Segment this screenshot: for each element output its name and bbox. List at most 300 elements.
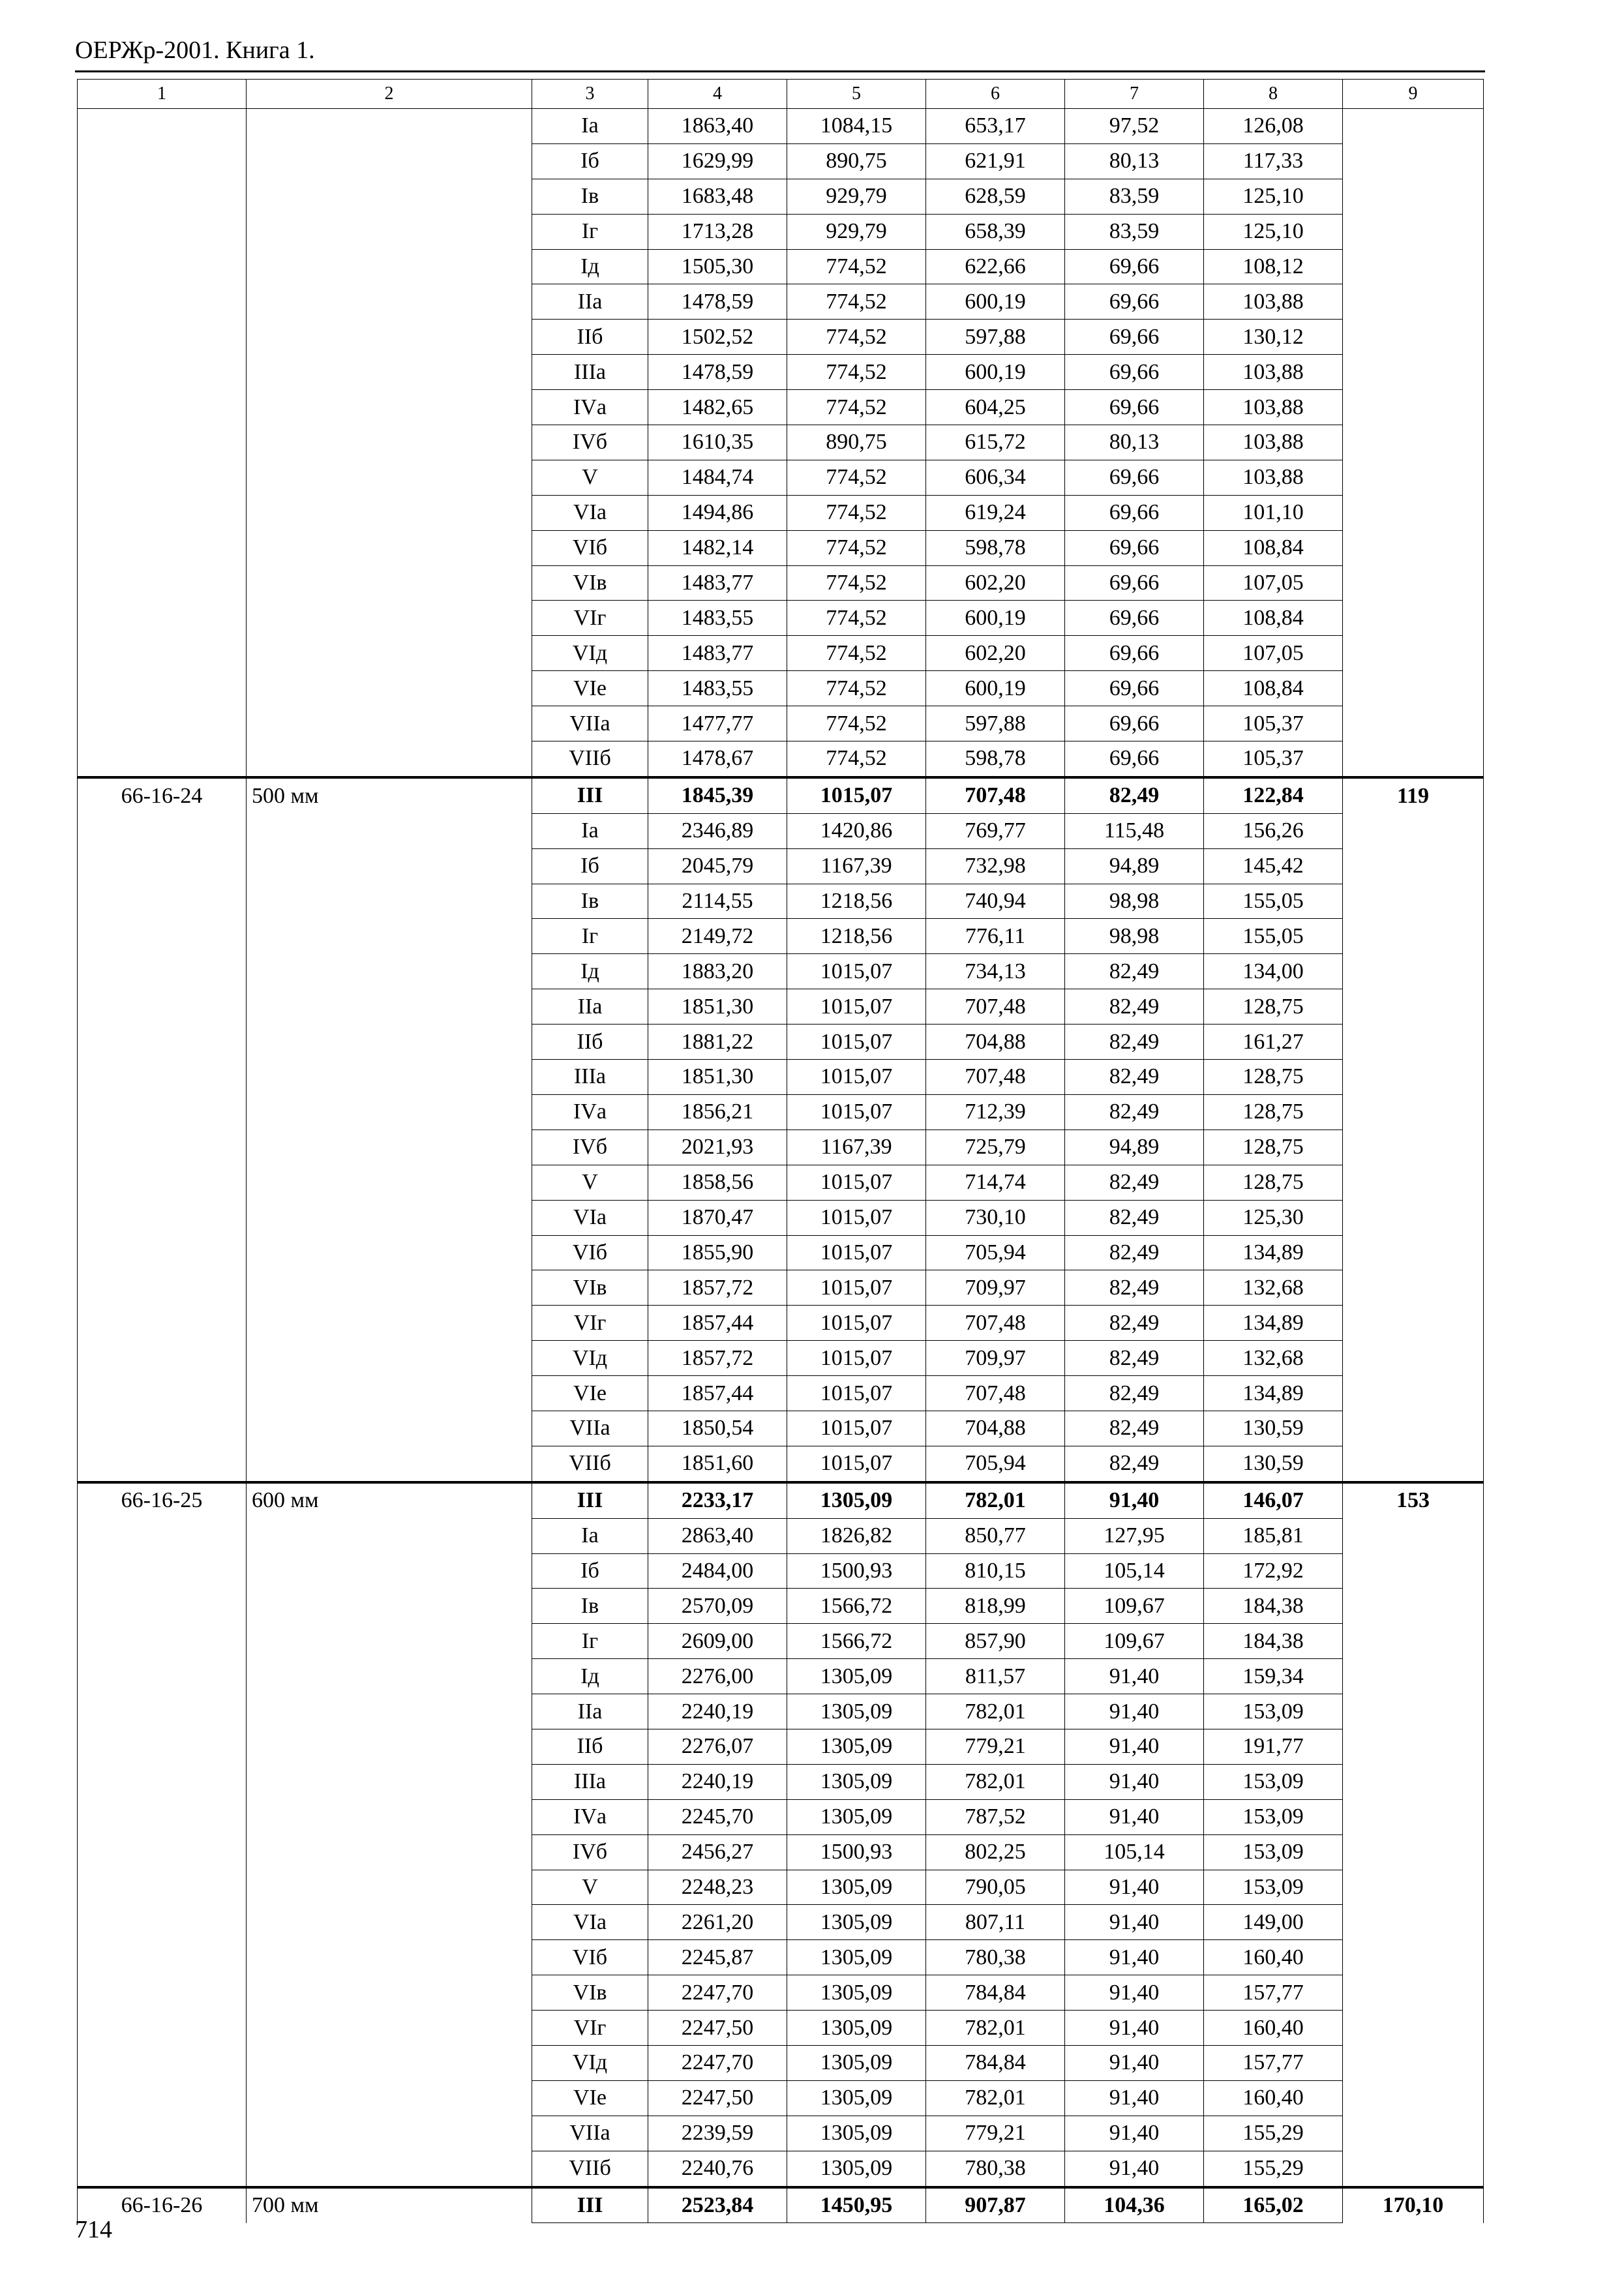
machines-cell: 615,72 (926, 425, 1065, 460)
wages-cell: 1305,09 (787, 2011, 926, 2046)
wages-cell: 1305,09 (787, 2045, 926, 2080)
variant-cell: VIIа (532, 2116, 648, 2151)
total-cost-cell: 1851,60 (648, 1446, 787, 1482)
column-number: 3 (532, 80, 648, 109)
variant-cell: VIб (532, 1235, 648, 1270)
variant-cell: IVа (532, 1799, 648, 1834)
variant-cell: IIб (532, 320, 648, 355)
materials-cell: 145,42 (1204, 848, 1343, 884)
total-cost-cell: 2276,00 (648, 1659, 787, 1694)
labor-cell (1343, 1729, 1484, 1764)
machines-cell: 602,20 (926, 636, 1065, 671)
wages-cell: 774,52 (787, 355, 926, 390)
variant-cell: V (532, 1165, 648, 1200)
materials-cell: 146,07 (1204, 1482, 1343, 1518)
labor-cell (1343, 2151, 1484, 2187)
code-cell (78, 1729, 247, 1764)
code-cell (78, 1235, 247, 1270)
total-cost-cell: 2021,93 (648, 1130, 787, 1165)
variant-cell: VIб (532, 530, 648, 565)
machines-cell: 714,74 (926, 1165, 1065, 1200)
code-cell (78, 320, 247, 355)
labor-cell (1343, 1624, 1484, 1659)
labor-cell (1343, 706, 1484, 741)
wages-cell: 774,52 (787, 390, 926, 425)
table-row (78, 2045, 1484, 2080)
wages-cell: 1167,39 (787, 1130, 926, 1165)
machines-cell: 707,48 (926, 1376, 1065, 1411)
total-cost-cell: 1857,72 (648, 1270, 787, 1306)
machinist-wages-cell: 69,66 (1065, 530, 1204, 565)
materials-cell: 108,84 (1204, 601, 1343, 636)
code-cell: 66-16-26 (78, 2187, 247, 2223)
variant-cell: Iв (532, 884, 648, 919)
table-row (78, 884, 1484, 919)
materials-cell: 160,40 (1204, 2080, 1343, 2116)
materials-cell: 107,05 (1204, 636, 1343, 671)
materials-cell: 153,09 (1204, 1799, 1343, 1834)
name-cell (247, 565, 532, 601)
table-row (78, 1130, 1484, 1165)
labor-cell (1343, 636, 1484, 671)
table-row-item (78, 777, 1484, 813)
table-row (78, 320, 1484, 355)
materials-cell: 191,77 (1204, 1729, 1343, 1764)
materials-cell: 184,38 (1204, 1589, 1343, 1624)
total-cost-cell: 2247,70 (648, 2045, 787, 2080)
table-row (78, 2151, 1484, 2187)
labor-cell (1343, 425, 1484, 460)
table-row (78, 1094, 1484, 1130)
materials-cell: 103,88 (1204, 460, 1343, 495)
labor-cell (1343, 1025, 1484, 1060)
table-row (78, 989, 1484, 1025)
code-cell (78, 1094, 247, 1130)
machinist-wages-cell: 69,66 (1065, 741, 1204, 777)
name-cell (247, 1624, 532, 1659)
machines-cell: 600,19 (926, 355, 1065, 390)
code-cell (78, 1165, 247, 1200)
table-row (78, 1905, 1484, 1940)
wages-cell: 774,52 (787, 601, 926, 636)
materials-cell: 108,84 (1204, 671, 1343, 706)
table-row (78, 1870, 1484, 1905)
labor-cell (1343, 1940, 1484, 1975)
wages-cell: 1015,07 (787, 1025, 926, 1060)
materials-cell: 103,88 (1204, 284, 1343, 320)
labor-cell (1343, 741, 1484, 777)
code-cell (78, 636, 247, 671)
machines-cell: 782,01 (926, 2080, 1065, 2116)
variant-cell: Iв (532, 1589, 648, 1624)
table-row (78, 1659, 1484, 1694)
machinist-wages-cell: 82,49 (1065, 954, 1204, 989)
table-row (78, 1799, 1484, 1834)
name-cell (247, 1729, 532, 1764)
machinist-wages-cell: 69,66 (1065, 249, 1204, 284)
wages-cell: 774,52 (787, 460, 926, 495)
table-row (78, 1446, 1484, 1482)
materials-cell: 172,92 (1204, 1553, 1343, 1589)
machines-cell: 707,48 (926, 1060, 1065, 1095)
materials-cell: 157,77 (1204, 1975, 1343, 2011)
wages-cell: 890,75 (787, 143, 926, 179)
name-cell (247, 1659, 532, 1694)
machines-cell: 802,25 (926, 1834, 1065, 1870)
machines-cell: 787,52 (926, 1799, 1065, 1834)
machines-cell: 907,87 (926, 2187, 1065, 2223)
labor-cell (1343, 1870, 1484, 1905)
table-row (78, 143, 1484, 179)
wages-cell: 1015,07 (787, 1060, 926, 1095)
machinist-wages-cell: 80,13 (1065, 425, 1204, 460)
total-cost-cell: 2240,19 (648, 1694, 787, 1729)
wages-cell: 1167,39 (787, 848, 926, 884)
column-number: 4 (648, 80, 787, 109)
variant-cell: Iб (532, 143, 648, 179)
wages-cell: 1218,56 (787, 919, 926, 954)
name-cell (247, 2011, 532, 2046)
table-row (78, 355, 1484, 390)
materials-cell: 126,08 (1204, 109, 1343, 144)
machines-cell: 734,13 (926, 954, 1065, 989)
machinist-wages-cell: 69,66 (1065, 284, 1204, 320)
wages-cell: 774,52 (787, 565, 926, 601)
machines-cell: 730,10 (926, 1200, 1065, 1235)
table-row (78, 565, 1484, 601)
total-cost-cell: 2570,09 (648, 1589, 787, 1624)
code-cell (78, 1975, 247, 2011)
variant-cell: Iд (532, 249, 648, 284)
page-header: ОЕРЖр-2001. Книга 1. (75, 37, 315, 64)
table-row (78, 1553, 1484, 1589)
wages-cell: 1015,07 (787, 1094, 926, 1130)
name-cell (247, 1870, 532, 1905)
materials-cell: 155,05 (1204, 919, 1343, 954)
materials-cell: 105,37 (1204, 706, 1343, 741)
name-cell (247, 1518, 532, 1553)
materials-cell: 134,89 (1204, 1235, 1343, 1270)
wages-cell: 1420,86 (787, 813, 926, 848)
table-row (78, 1376, 1484, 1411)
total-cost-cell: 2456,27 (648, 1834, 787, 1870)
total-cost-cell: 1478,59 (648, 284, 787, 320)
machines-cell: 782,01 (926, 2011, 1065, 2046)
machines-cell: 769,77 (926, 813, 1065, 848)
materials-cell: 128,75 (1204, 1060, 1343, 1095)
wages-cell: 1084,15 (787, 109, 926, 144)
wages-cell: 1015,07 (787, 1341, 926, 1376)
variant-cell: V (532, 1870, 648, 1905)
code-cell (78, 1060, 247, 1095)
code-cell (78, 179, 247, 214)
name-cell (247, 636, 532, 671)
total-cost-cell: 2240,19 (648, 1764, 787, 1799)
column-number: 7 (1065, 80, 1204, 109)
materials-cell: 103,88 (1204, 390, 1343, 425)
name-cell (247, 1130, 532, 1165)
wages-cell: 1305,09 (787, 1729, 926, 1764)
variant-cell: III (532, 1482, 648, 1518)
machines-cell: 857,90 (926, 1624, 1065, 1659)
machinist-wages-cell: 82,49 (1065, 1060, 1204, 1095)
variant-cell: IVа (532, 1094, 648, 1130)
labor-cell (1343, 1764, 1484, 1799)
code-cell (78, 671, 247, 706)
machinist-wages-cell: 91,40 (1065, 2116, 1204, 2151)
variant-cell: VIIб (532, 2151, 648, 2187)
machinist-wages-cell: 69,66 (1065, 320, 1204, 355)
name-cell (247, 1694, 532, 1729)
table-row (78, 1025, 1484, 1060)
table-row (78, 741, 1484, 777)
code-cell (78, 1940, 247, 1975)
wages-cell: 1015,07 (787, 1411, 926, 1446)
name-cell (247, 706, 532, 741)
labor-cell (1343, 1446, 1484, 1482)
column-number-row (78, 80, 1484, 109)
table-row (78, 460, 1484, 495)
variant-cell: VIа (532, 495, 648, 530)
variant-cell: VIб (532, 1940, 648, 1975)
labor-cell (1343, 2116, 1484, 2151)
table-row (78, 813, 1484, 848)
total-cost-cell: 2240,76 (648, 2151, 787, 2187)
total-cost-cell: 2523,84 (648, 2187, 787, 2223)
table-row (78, 1764, 1484, 1799)
machines-cell: 621,91 (926, 143, 1065, 179)
column-number: 9 (1343, 80, 1484, 109)
total-cost-cell: 1881,22 (648, 1025, 787, 1060)
machinist-wages-cell: 91,40 (1065, 1482, 1204, 1518)
materials-cell: 101,10 (1204, 495, 1343, 530)
variant-cell: VIе (532, 671, 648, 706)
total-cost-cell: 2245,70 (648, 1799, 787, 1834)
total-cost-cell: 1883,20 (648, 954, 787, 989)
name-cell (247, 390, 532, 425)
variant-cell: Iг (532, 919, 648, 954)
name-cell (247, 1764, 532, 1799)
wages-cell: 774,52 (787, 741, 926, 777)
machinist-wages-cell: 69,66 (1065, 460, 1204, 495)
labor-cell (1343, 249, 1484, 284)
total-cost-cell: 1483,55 (648, 671, 787, 706)
machinist-wages-cell: 91,40 (1065, 1975, 1204, 2011)
machinist-wages-cell: 91,40 (1065, 1940, 1204, 1975)
labor-cell (1343, 143, 1484, 179)
wages-cell: 774,52 (787, 495, 926, 530)
labor-cell (1343, 1589, 1484, 1624)
wages-cell: 1305,09 (787, 1940, 926, 1975)
machines-cell: 600,19 (926, 284, 1065, 320)
materials-cell: 132,68 (1204, 1270, 1343, 1306)
variant-cell: VIIб (532, 741, 648, 777)
total-cost-cell: 1863,40 (648, 109, 787, 144)
code-cell (78, 1025, 247, 1060)
total-cost-cell: 1851,30 (648, 1060, 787, 1095)
machines-cell: 707,48 (926, 989, 1065, 1025)
machinist-wages-cell: 105,14 (1065, 1553, 1204, 1589)
code-cell (78, 1553, 247, 1589)
table-row (78, 1518, 1484, 1553)
total-cost-cell: 1610,35 (648, 425, 787, 460)
name-cell (247, 1306, 532, 1341)
materials-cell: 153,09 (1204, 1870, 1343, 1905)
code-cell (78, 919, 247, 954)
table-row (78, 2116, 1484, 2151)
labor-cell (1343, 1376, 1484, 1411)
machines-cell: 606,34 (926, 460, 1065, 495)
total-cost-cell: 1851,30 (648, 989, 787, 1025)
name-cell (247, 249, 532, 284)
wages-cell: 1015,07 (787, 1165, 926, 1200)
column-number: 2 (247, 80, 532, 109)
materials-cell: 117,33 (1204, 143, 1343, 179)
labor-cell (1343, 989, 1484, 1025)
machines-cell: 782,01 (926, 1482, 1065, 1518)
materials-cell: 132,68 (1204, 1341, 1343, 1376)
name-cell: 600 мм (247, 1482, 532, 1518)
materials-cell: 125,10 (1204, 179, 1343, 214)
machinist-wages-cell: 82,49 (1065, 1200, 1204, 1235)
materials-cell: 105,37 (1204, 741, 1343, 777)
materials-cell: 108,84 (1204, 530, 1343, 565)
total-cost-cell: 1850,54 (648, 1411, 787, 1446)
materials-cell: 155,29 (1204, 2116, 1343, 2151)
wages-cell: 1826,82 (787, 1518, 926, 1553)
name-cell (247, 1025, 532, 1060)
total-cost-cell: 1477,77 (648, 706, 787, 741)
variant-cell: IIб (532, 1025, 648, 1060)
machines-cell: 782,01 (926, 1694, 1065, 1729)
wages-cell: 1015,07 (787, 1376, 926, 1411)
variant-cell: IIIа (532, 355, 648, 390)
materials-cell: 156,26 (1204, 813, 1343, 848)
machinist-wages-cell: 98,98 (1065, 884, 1204, 919)
name-cell (247, 1799, 532, 1834)
total-cost-cell: 2045,79 (648, 848, 787, 884)
variant-cell: VIIб (532, 1446, 648, 1482)
variant-cell: Iа (532, 1518, 648, 1553)
code-cell (78, 601, 247, 636)
variant-cell: VIв (532, 1270, 648, 1306)
labor-cell (1343, 390, 1484, 425)
name-cell (247, 2116, 532, 2151)
code-cell (78, 1799, 247, 1834)
code-cell (78, 1200, 247, 1235)
name-cell (247, 884, 532, 919)
total-cost-cell: 1483,55 (648, 601, 787, 636)
total-cost-cell: 2247,50 (648, 2080, 787, 2116)
machines-cell: 712,39 (926, 1094, 1065, 1130)
table-row (78, 919, 1484, 954)
page-number: 714 (75, 2216, 112, 2243)
name-cell (247, 1270, 532, 1306)
materials-cell: 157,77 (1204, 2045, 1343, 2080)
total-cost-cell: 2247,70 (648, 1975, 787, 2011)
machines-cell: 725,79 (926, 1130, 1065, 1165)
labor-cell (1343, 1200, 1484, 1235)
labor-cell (1343, 1799, 1484, 1834)
table-row (78, 1624, 1484, 1659)
code-cell (78, 355, 247, 390)
header-rule (75, 70, 1485, 72)
name-cell (247, 284, 532, 320)
table-row (78, 1235, 1484, 1270)
total-cost-cell: 2248,23 (648, 1870, 787, 1905)
table-row (78, 530, 1484, 565)
code-cell (78, 813, 247, 848)
name-cell (247, 989, 532, 1025)
variant-cell: IIа (532, 1694, 648, 1729)
code-cell (78, 2011, 247, 2046)
code-cell (78, 884, 247, 919)
code-cell (78, 1376, 247, 1411)
labor-cell (1343, 214, 1484, 249)
code-cell (78, 565, 247, 601)
machines-cell: 784,84 (926, 1975, 1065, 2011)
machinist-wages-cell: 82,49 (1065, 1094, 1204, 1130)
total-cost-cell: 2114,55 (648, 884, 787, 919)
name-cell (247, 1376, 532, 1411)
total-cost-cell: 2346,89 (648, 813, 787, 848)
name-cell (247, 1235, 532, 1270)
materials-cell: 134,00 (1204, 954, 1343, 989)
code-cell (78, 741, 247, 777)
machinist-wages-cell: 69,66 (1065, 565, 1204, 601)
machinist-wages-cell: 69,66 (1065, 671, 1204, 706)
table-row (78, 1940, 1484, 1975)
wages-cell: 774,52 (787, 320, 926, 355)
labor-cell (1343, 1659, 1484, 1694)
code-cell: 66-16-25 (78, 1482, 247, 1518)
machinist-wages-cell: 115,48 (1065, 813, 1204, 848)
labor-cell (1343, 1306, 1484, 1341)
total-cost-cell: 1483,77 (648, 636, 787, 671)
variant-cell: VIа (532, 1905, 648, 1940)
machines-cell: 628,59 (926, 179, 1065, 214)
labor-cell (1343, 2011, 1484, 2046)
materials-cell: 165,02 (1204, 2187, 1343, 2223)
total-cost-cell: 2149,72 (648, 919, 787, 954)
code-cell (78, 284, 247, 320)
name-cell (247, 1060, 532, 1095)
code-cell (78, 1589, 247, 1624)
machinist-wages-cell: 127,95 (1065, 1518, 1204, 1553)
total-cost-cell: 2233,17 (648, 1482, 787, 1518)
labor-cell (1343, 1411, 1484, 1446)
wages-cell: 1015,07 (787, 1306, 926, 1341)
machinist-wages-cell: 82,49 (1065, 1306, 1204, 1341)
machines-cell: 780,38 (926, 1940, 1065, 1975)
column-number: 1 (78, 80, 247, 109)
name-cell (247, 813, 532, 848)
table-row (78, 636, 1484, 671)
wages-cell: 890,75 (787, 425, 926, 460)
labor-cell (1343, 671, 1484, 706)
labor-cell (1343, 1834, 1484, 1870)
variant-cell: VIв (532, 565, 648, 601)
name-cell (247, 919, 532, 954)
labor-cell (1343, 1905, 1484, 1940)
total-cost-cell: 1858,56 (648, 1165, 787, 1200)
code-cell (78, 530, 247, 565)
wages-cell: 1305,09 (787, 1975, 926, 2011)
machinist-wages-cell: 69,66 (1065, 601, 1204, 636)
materials-cell: 122,84 (1204, 777, 1343, 813)
variant-cell: IVб (532, 1834, 648, 1870)
table-row (78, 601, 1484, 636)
